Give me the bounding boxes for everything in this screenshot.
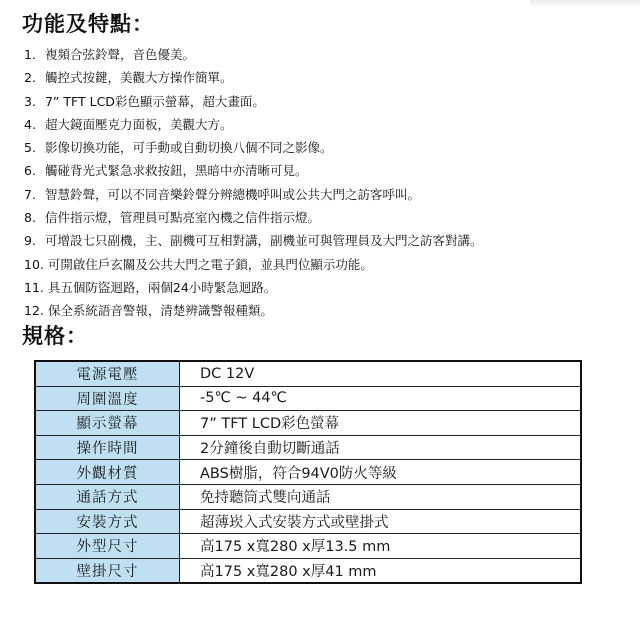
spec-label: 外型尺寸 (35, 534, 180, 559)
feature-text: 可增設七只副機，主、副機可互相對講，副機並可與管理員及大門之訪客對講。 (44, 233, 483, 249)
feature-item (24, 299, 624, 322)
spec-title: 規格： (22, 324, 88, 348)
feature-number: 1. (24, 47, 36, 62)
feature-text: 可開啟住戶玄關及公共大門之電子鎖，並具門位顯示功能。 (47, 256, 373, 272)
feature-list (24, 43, 624, 323)
feature-item (24, 43, 624, 66)
spec-row (35, 509, 581, 534)
feature-item (24, 206, 624, 229)
feature-text: 智慧鈴聲，可以不同音樂鈴聲分辨總機呼叫或公共大門之訪客呼叫。 (44, 186, 420, 202)
feature-number: 12. (24, 303, 44, 319)
spec-label: 壁掛尺寸 (35, 558, 180, 583)
spec-value: -5℃ ~ 44℃ (180, 386, 582, 411)
top-edge-shadow (530, 0, 640, 8)
feature-item (24, 229, 624, 252)
spec-label: 顯示螢幕 (35, 411, 180, 436)
spec-value: DC 12V (180, 361, 582, 386)
feature-text: 觸控式按鍵，美觀大方操作簡單。 (44, 70, 233, 86)
feature-text: 複頻合弦鈴聲，音色優美。 (44, 47, 195, 62)
feature-item (24, 253, 624, 276)
feature-item (24, 136, 624, 159)
spec-value: 2分鐘後自動切斷通話 (180, 435, 582, 460)
feature-text: 觸碰背光式緊急求救按鈕，黑暗中亦清晰可見。 (44, 163, 308, 179)
spec-row (35, 484, 581, 509)
feature-number: 3. (24, 93, 36, 109)
spec-table (34, 360, 582, 584)
spec-label: 安裝方式 (35, 509, 180, 534)
spec-row (35, 386, 581, 411)
spec-row (35, 411, 581, 436)
feature-text: 保全系統語音警報，清楚辨識警報種類。 (47, 303, 273, 319)
feature-item (24, 66, 624, 89)
feature-number: 10. (24, 256, 44, 272)
feature-number: 5. (24, 140, 36, 156)
feature-item (24, 183, 624, 206)
feature-number: 8. (24, 210, 36, 226)
spec-label: 外觀材質 (35, 460, 180, 485)
spec-label: 操作時間 (35, 435, 180, 460)
spec-label: 電源電壓 (35, 361, 180, 386)
spec-value: ABS樹脂，符合94V0防火等級 (180, 460, 582, 485)
feature-text: 信件指示燈，管理員可點亮室內機之信件指示燈。 (44, 210, 320, 226)
spec-value: 高175 x寬280 x厚13.5 mm (180, 534, 582, 559)
feature-number: 4. (24, 116, 36, 132)
spec-value: 免持聽筒式雙向通話 (180, 484, 582, 509)
spec-row (35, 558, 581, 583)
spec-value: 7” TFT LCD彩色螢幕 (180, 411, 582, 436)
feature-number: 7. (24, 186, 36, 202)
feature-text: 具五個防盜迴路，兩個24小時緊急迴路。 (47, 279, 277, 295)
spec-row (35, 361, 581, 386)
spec-row (35, 435, 581, 460)
feature-number: 11. (24, 279, 44, 295)
features-title: 功能及特點： (22, 12, 154, 36)
feature-item (24, 90, 624, 113)
spec-label: 周圍溫度 (35, 386, 180, 411)
spec-value: 高175 x寬280 x厚41 mm (180, 558, 582, 583)
feature-number: 2. (24, 70, 36, 86)
feature-text: 7” TFT LCD彩色顯示螢幕，超大畫面。 (44, 93, 265, 109)
spec-row (35, 534, 581, 559)
feature-number: 9. (24, 233, 36, 249)
feature-text: 影像切換功能，可手動或自動切換八個不同之影像。 (44, 140, 333, 156)
feature-number: 6. (24, 163, 36, 179)
feature-item (24, 113, 624, 136)
feature-text: 超大鏡面壓克力面板，美觀大方。 (44, 116, 233, 132)
feature-item (24, 159, 624, 182)
spec-row (35, 460, 581, 485)
feature-item (24, 276, 624, 299)
spec-value: 超薄崁入式安裝方式或壁掛式 (180, 509, 582, 534)
spec-label: 通話方式 (35, 484, 180, 509)
